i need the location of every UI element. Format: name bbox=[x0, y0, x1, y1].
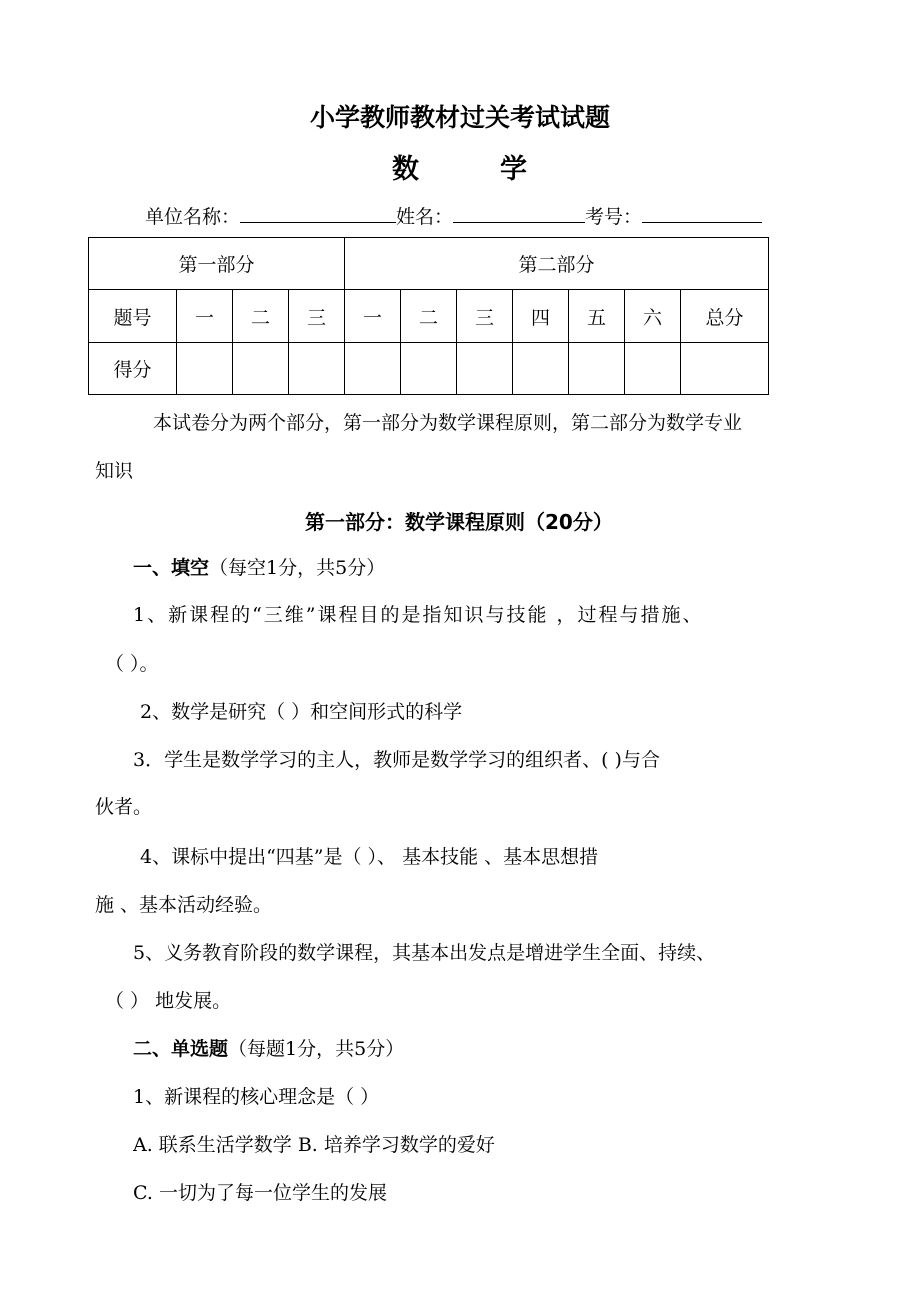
intro-line-1: 本试卷分为两个部分，第一部分为数学课程原则，第二部分为数学专业 bbox=[153, 412, 743, 434]
q4-line-1: 4、课标中提出“四基”是（ ）、 基本技能 、基本思想措 bbox=[140, 846, 599, 868]
page-title: 小学教师教材过关考试试题 bbox=[309, 103, 610, 132]
q1-line-1: 1、新课程的“三维”课程目的是指知识与技能 ，过程与措施、 bbox=[133, 604, 704, 626]
section1-heading bbox=[133, 553, 385, 580]
p1-col-2: 二 bbox=[233, 290, 289, 343]
score-cell[interactable] bbox=[681, 343, 769, 395]
score-cell[interactable] bbox=[457, 343, 513, 395]
score-cell[interactable] bbox=[401, 343, 457, 395]
score-cell[interactable] bbox=[625, 343, 681, 395]
p2-col-3: 三 bbox=[457, 290, 513, 343]
unit-field[interactable] bbox=[240, 202, 396, 223]
section2-heading bbox=[133, 1034, 404, 1061]
q2: 2、数学是研究（ ）和空间形式的科学 bbox=[140, 701, 463, 723]
exam-no-field[interactable] bbox=[642, 202, 762, 223]
name-label: 姓名： bbox=[396, 206, 454, 228]
q3-line-2: 伙者。 bbox=[95, 796, 153, 818]
part2-header: 第二部分 bbox=[345, 238, 769, 290]
subject-char-1: 数 bbox=[392, 154, 419, 185]
score-cell[interactable] bbox=[513, 343, 569, 395]
score-table bbox=[88, 237, 769, 395]
intro-line-2: 知识 bbox=[95, 460, 134, 482]
info-line bbox=[145, 202, 762, 229]
p2-col-2: 二 bbox=[401, 290, 457, 343]
unit-label: 单位名称： bbox=[145, 206, 241, 228]
score-cell[interactable] bbox=[569, 343, 625, 395]
p2-col-5: 五 bbox=[569, 290, 625, 343]
section2-title: 二、单选题 bbox=[133, 1038, 229, 1060]
total-header: 总分 bbox=[681, 290, 769, 343]
q5-line-2: （ ） 地发展。 bbox=[105, 990, 232, 1012]
q4-line-2: 施 、基本活动经验。 bbox=[95, 894, 273, 916]
name-field[interactable] bbox=[453, 202, 585, 223]
p1-col-3: 三 bbox=[289, 290, 345, 343]
score-cell[interactable] bbox=[345, 343, 401, 395]
score-cell[interactable] bbox=[233, 343, 289, 395]
part1-heading: 第一部分：数学课程原则（20分） bbox=[305, 510, 613, 534]
exam-no-label: 考号： bbox=[585, 206, 643, 228]
s2-q1-option-c: C. 一切为了每一位学生的发展 bbox=[133, 1182, 387, 1204]
p2-col-4: 四 bbox=[513, 290, 569, 343]
section1-title: 一、填空 bbox=[133, 557, 210, 579]
score-cell[interactable] bbox=[177, 343, 233, 395]
section1-note: （每空1分，共5分） bbox=[209, 557, 386, 579]
subject-char-2: 学 bbox=[500, 154, 527, 185]
p2-col-1: 一 bbox=[345, 290, 401, 343]
p2-col-6: 六 bbox=[625, 290, 681, 343]
score-cell[interactable] bbox=[289, 343, 345, 395]
part1-header: 第一部分 bbox=[89, 238, 345, 290]
s2-q1: 1、新课程的核心理念是（ ） bbox=[133, 1086, 380, 1108]
section2-note: （每题1分，共5分） bbox=[228, 1038, 405, 1060]
q3-line-1: 3．学生是数学学习的主人，教师是数学学习的组织者、( )与合 bbox=[133, 749, 660, 771]
row-label-score: 得分 bbox=[89, 343, 177, 395]
row-label-question: 题号 bbox=[89, 290, 177, 343]
q1-line-2: （ ）。 bbox=[105, 653, 159, 675]
q5-line-1: 5、义务教育阶段的数学课程，其基本出发点是增进学生全面、持续、 bbox=[133, 942, 716, 964]
s2-q1-options-ab: A. 联系生活学数学 B. 培养学习数学的爱好 bbox=[133, 1134, 495, 1156]
p1-col-1: 一 bbox=[177, 290, 233, 343]
